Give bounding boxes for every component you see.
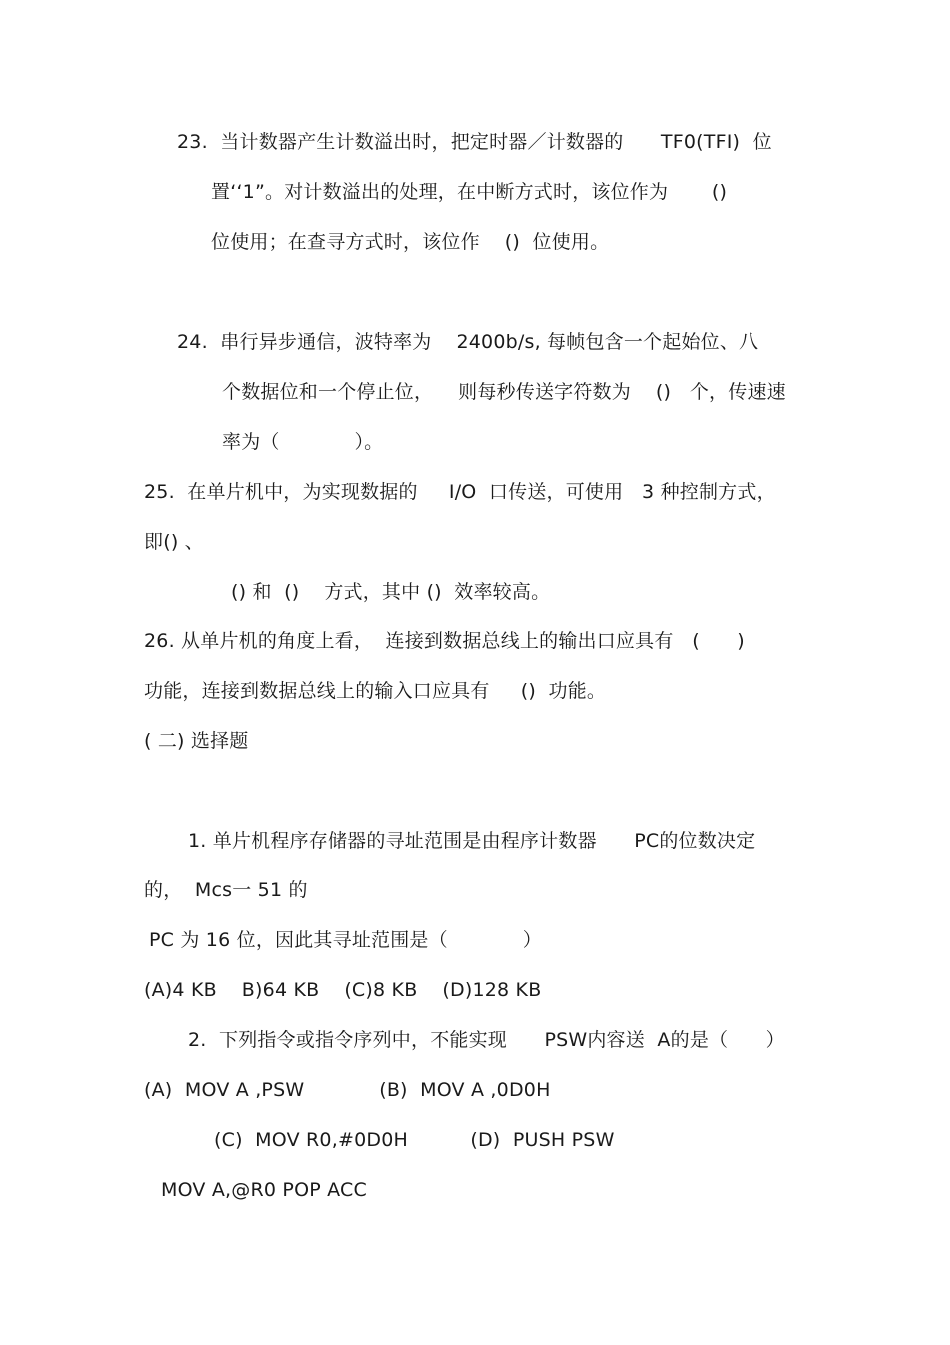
- q23-line-3: 位使用；在查寻方式时，该位作 () 位使用。: [211, 231, 610, 253]
- q23-line-1: 23. 当计数器产生计数溢出时，把定时器／计数器的 TF0(TFI) 位: [177, 131, 772, 153]
- mc2-options-1: (A) MOV A ,PSW (B) MOV A ,0D0H: [144, 1079, 551, 1101]
- mc1-line-3: PC 为 16 位，因此其寻址范围是（ ）: [149, 929, 542, 951]
- q23-line-2: 置‘‘1”。对计数溢出的处理，在中断方式时，该位作为 (): [211, 181, 728, 203]
- section-heading: ( 二) 选择题: [144, 730, 249, 752]
- mc2-options-3: MOV A,@R0 POP ACC: [161, 1179, 367, 1201]
- q24-line-3: 率为（ ）。: [222, 431, 384, 453]
- q25-line-3: () 和 () 方式，其中 () 效率较高。: [231, 581, 551, 603]
- mc1-line-1: 1. 单片机程序存储器的寻址范围是由程序计数器 PC的位数决定: [188, 830, 756, 852]
- mc2-line-1: 2. 下列指令或指令序列中，不能实现 PSW内容送 A的是（ ）: [188, 1029, 785, 1051]
- q24-line-1: 24. 串行异步通信，波特率为 2400b/s, 每帧包含一个起始位、八: [177, 331, 759, 353]
- q26-line-2: 功能，连接到数据总线上的输入口应具有 () 功能。: [144, 680, 607, 702]
- q26-line-1: 26. 从单片机的角度上看， 连接到数据总线上的输出口应具有 ( ): [144, 630, 745, 652]
- q24-line-2: 个数据位和一个停止位， 则每秒传送字符数为 () 个，传速速: [222, 381, 786, 403]
- q25-line-1: 25. 在单片机中，为实现数据的 I/O 口传送，可使用 3 种控制方式，: [144, 481, 776, 503]
- q25-line-2: 即() 、: [144, 531, 204, 553]
- mc2-options-2: (C) MOV R0,#0D0H (D) PUSH PSW: [214, 1129, 615, 1151]
- mc1-options: (A)4 KB B)64 KB (C)8 KB (D)128 KB: [144, 979, 542, 1001]
- mc1-line-2: 的， Mcs一 51 的: [144, 879, 308, 901]
